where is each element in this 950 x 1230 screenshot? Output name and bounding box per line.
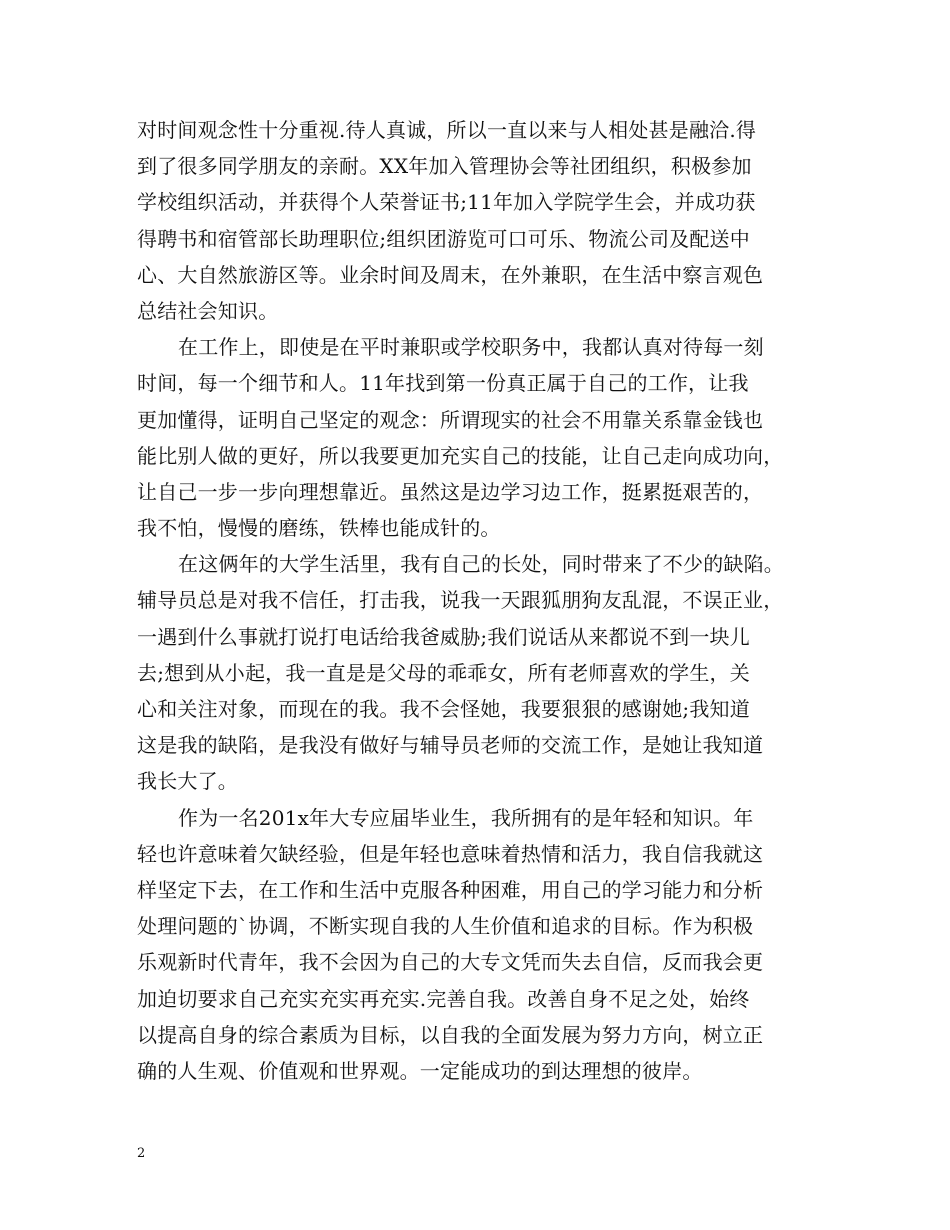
text-line: 时间，每一个细节和人。11年找到第一份真正属于自己的工作，让我 — [137, 371, 749, 396]
text-line: 总结社会知识。 — [137, 298, 279, 323]
text-line: 以提高自身的综合素质为目标，以自我的全面发展为努力方向，树立正 — [137, 1022, 764, 1047]
document-body — [137, 112, 827, 1089]
text-line: 轻也许意味着欠缺经验，但是年轻也意味着热情和活力，我自信我就这 — [137, 841, 764, 866]
text-line: 加迫切要求自己充实充实再充实.完善自我。改善自身不足之处，始终 — [137, 986, 750, 1011]
text-line: 确的人生观、价值观和世界观。一定能成功的到达理想的彼岸。 — [137, 1058, 703, 1083]
text-line: 我长大了。 — [137, 769, 238, 794]
text-line: 这是我的缺陷，是我没有做好与辅导员老师的交流工作，是她让我知道 — [137, 733, 764, 758]
text-line: 更加懂得，证明自己坚定的观念：所谓现实的社会不用靠关系靠金钱也 — [137, 407, 764, 432]
paragraph-first-line: 作为一名201x年大专应届毕业生，我所拥有的是年轻和知识。年 — [178, 805, 754, 830]
text-line: 心和关注对象，而现在的我。我不会怪她，我要狠狠的感谢她;我知道 — [137, 697, 750, 721]
text-line: 样坚定下去，在工作和生活中克服各种困难，用自己的学习能力和分析 — [137, 877, 764, 902]
text-line: 一遇到什么事就打说打电话给我爸威胁;我们说话从来都说不到一块儿 — [137, 624, 750, 649]
text-line: 能比别人做的更好，所以我要更加充实自己的技能，让自己走向成功向， — [137, 443, 784, 468]
text-line: 让自己一步一步向理想靠近。虽然这是边学习边工作，挺累挺艰苦的， — [137, 479, 764, 504]
text-line: 到了很多同学朋友的亲耐。XX年加入管理协会等社团组织，积极参加 — [137, 154, 752, 179]
text-line: 乐观新时代青年，我不会因为自己的大专文凭而失去自信，反而我会更 — [137, 950, 764, 975]
text-line: 处理问题的`协调，不断实现自我的人生价值和追求的目标。作为积极 — [137, 914, 754, 939]
text-line: 对时间观念性十分重视.待人真诚，所以一直以来与人相处甚是融洽.得 — [137, 118, 757, 142]
text-line: 学校组织活动，并获得个人荣誉证书;11年加入学院学生会，并成功获 — [137, 190, 756, 215]
text-line: 得聘书和宿管部长助理职位;组织团游览可口可乐、物流公司及配送中 — [137, 226, 750, 251]
paragraph-first-line: 在工作上，即使是在平时兼职或学校职务中，我都认真对待每一刻 — [178, 335, 764, 360]
paragraph-first-line: 在这俩年的大学生活里，我有自己的长处，同时带来了不少的缺陷。 — [178, 552, 784, 577]
text-line: 辅导员总是对我不信任，打击我，说我一天跟狐朋狗友乱混，不误正业， — [137, 588, 784, 613]
text-line: 去;想到从小起，我一直是是父母的乖乖女，所有老师喜欢的学生，关 — [137, 660, 750, 685]
text-line: 心、大自然旅游区等。业余时间及周末，在外兼职，在生活中察言观色 — [137, 262, 764, 287]
text-line: 我不怕，慢慢的磨练，铁棒也能成针的。 — [137, 516, 501, 541]
page-number: 2 — [137, 1146, 146, 1161]
